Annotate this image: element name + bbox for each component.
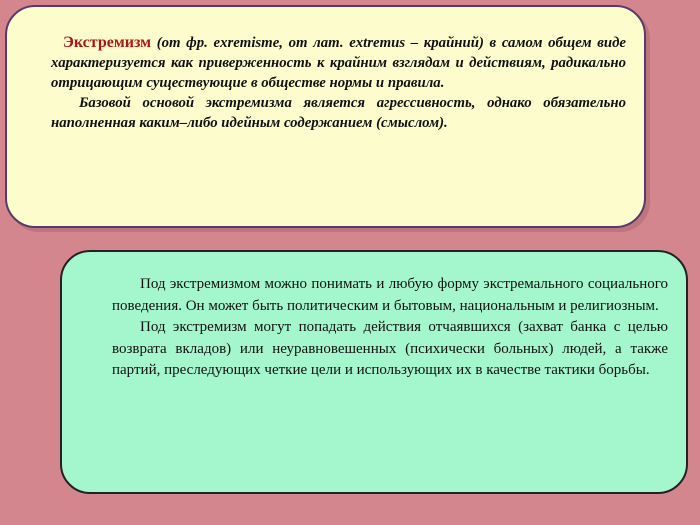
- aggressiveness-paragraph: Базовой основой экстремизма является агрессивность, однако обязательно наполненная каким–либо идейным содержанием (смыслом).: [51, 95, 626, 131]
- explanation-box: [60, 250, 688, 494]
- behavior-paragraph: Под экстремизмом можно понимать и любую форму экстремального социального поведения. Он может быть политическим и бытовым, национальным и религиозным.: [112, 276, 668, 314]
- definition-box: [5, 5, 646, 228]
- term-extremism: Экстремизм: [63, 34, 152, 51]
- actions-paragraph: Под экстремизм могут попадать действия отчаявшихся (захват банка с целью возврата вкладов) или неуравновешенных (психически больных) людей, а также партий, преследующих четкие цели и использующих их в качестве тактики борьбы.: [112, 319, 668, 378]
- definition-text: (от фр. exremisme, от лат. extremus – крайний) в самом общем виде характеризуется как приверженность к крайним взглядам и действиям, радикально отрицающим существующие в обществе нормы и правила.: [51, 35, 626, 91]
- definition-paragraph: [51, 33, 626, 93]
